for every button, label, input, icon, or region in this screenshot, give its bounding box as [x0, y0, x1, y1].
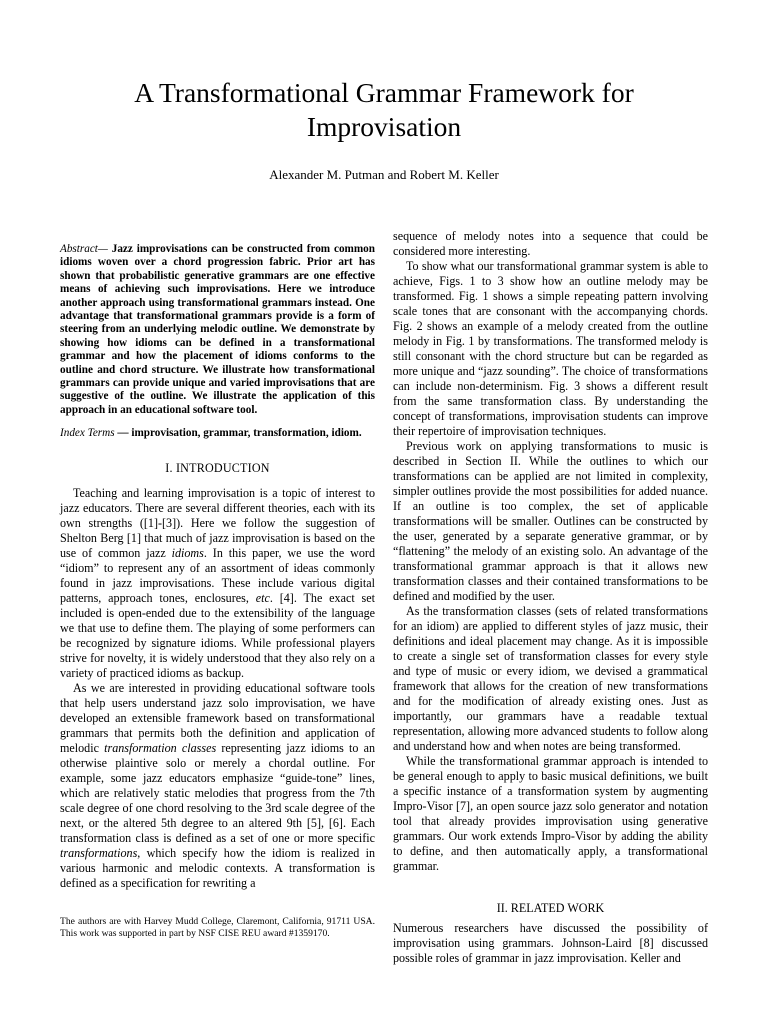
- intro-paragraph-1: [60, 486, 375, 681]
- paper-authors: Alexander M. Putman and Robert M. Keller: [269, 167, 499, 182]
- related-work-paragraph-1: Numerous researchers have discussed the possibility of improvisation using grammars. Johnson-Laird [8] discussed possible roles of grammar in jazz improvisation. Keller and: [393, 921, 708, 965]
- index-terms-text: — improvisation, grammar, transformation, idiom.: [114, 427, 362, 440]
- abstract: [60, 243, 375, 417]
- emphasis-run: transformation classes: [104, 740, 217, 755]
- index-terms-lead: Index Terms: [60, 427, 115, 440]
- intro-paragraph-2: [60, 681, 375, 891]
- text-run: . In this paper, we use the word “idiom” to represent any of an assortment of ideas commonly found in jazz improvisations. These include various digital patterns, approach tones, enclosures,: [60, 545, 375, 605]
- text-run: , which specify how the idiom is realized in various harmonic and melodic contexts. A transformation is defined as a specification for rewriting a: [60, 845, 375, 890]
- emphasis-run: etc: [255, 590, 270, 605]
- section-heading-related-work: II. RELATED WORK: [496, 901, 605, 915]
- right-paragraph-2: Previous work on applying transformations to music is described in Section II. While the outlines to which our transformations can be applied are not limited in complexity, simpler outlines provide the most possibilities for added nuance. If an outline is too complex, the set of applicable transformations will be smaller. Outlines can be constructed by the user, generated by a separate generative grammar, or by “flattening” the melody of an existing solo. An advantage of the transformational grammar approach is that it allows new transformation classes and their contained transformations to be defined and modified by the user.: [393, 439, 708, 603]
- footnote: The authors are with Harvey Mudd College, Claremont, California, 91711 USA. This work was supported in part by NSF CISE REU award #1359170.: [60, 916, 375, 939]
- section-heading-introduction: I. INTRODUCTION: [165, 460, 270, 475]
- emphasis-run: idioms: [171, 545, 204, 560]
- right-paragraph-3: As the transformation classes (sets of related transformations for an idiom) are applied to different styles of jazz music, their definitions and ideal placement may change. As it is impossible to create a single set of transformation classes for every style and type of music or every idiom, we devised a grammatical framework that allows for the creation of new transformations and for the modification of already existing ones. Just as importantly, our grammars have a readable textual representation, allowing more advanced students to follow along and understand how and when notes are being transformed.: [393, 604, 708, 753]
- text-run: representing jazz idioms to an otherwise plaintive solo or merely a chordal outline. For example, some jazz educators emphasize “guide-tone” lines, which are relatively static melodies that progress from the 7th scale degree of one chord resolving to the 3rd scale degree of the next, or the altered 5th degree to an altered 9th [5], [6]. Each transformation class is defined as a set of one or more specific: [60, 740, 375, 845]
- emphasis-run: transformations: [60, 845, 138, 860]
- text-run: . [4]. The exact set included is open-ended due to the extensibility of the language we that use to define them. The playing of some performers can be recognized by signature idioms. While professional players strive for novelty, it is widely understood that they also rely on a variety of practiced idioms as backup.: [60, 590, 375, 680]
- abstract-text: Jazz improvisations can be constructed from common idioms woven over a chord progression fabric. Prior art has shown that probabilistic generative grammars are one effective means of achieving such improvisations. Here we introduce another approach using transformational grammars instead. One advantage that transformational grammars provide is a form of steering from an underlying melodic outline. We demonstrate by showing how idioms can be defined in a transformational grammar and how the placement of idioms conforms to the outline and chord structure. We illustrate how transformational grammars can provide unique and varied improvisations that are suggestive of the outline. We illustrate the application of this approach in an educational software tool.: [60, 243, 375, 416]
- text-run: Teaching and learning improvisation is a topic of interest to jazz educators. There are several different theories, each with its own strengths ([1]-[3]). Here we follow the suggestion of Shelton Berg [1] that much of jazz improvisation is based on the use of common jazz: [60, 485, 375, 560]
- paper-title: A Transformational Grammar Framework for Improvisation: [134, 77, 634, 142]
- right-paragraph-1: To show what our transformational grammar system is able to achieve, Figs. 1 to 3 show how an outline melody may be transformed. Fig. 1 shows a simple repeating pattern involving scale tones that are consonant with the accompanying chords. Fig. 2 shows an example of a melody created from the outline melody in Fig. 1 by transformations. The transformed melody is still consonant with the chord structure but can be regarded as more unique and “jazz sounding”. The choice of transformations can include non-determinism. Fig. 3 shows a different result from the same transformation class. By understanding the concept of transformations, improvisation students can improve their repertoire of improvisation techniques.: [393, 259, 708, 438]
- index-terms: [60, 427, 375, 440]
- right-column: [393, 229, 708, 966]
- right-paragraph-continuation: sequence of melody notes into a sequence that could be considered more interesting.: [393, 229, 708, 258]
- left-column: [60, 243, 375, 891]
- text-run: As we are interested in providing educational software tools that help users understand jazz solo improvisation, we have developed an extensible framework based on transformational grammars that permits both the definition and application of melodic: [60, 680, 375, 755]
- right-paragraph-4: While the transformational grammar approach is intended to be general enough to apply to basic musical definitions, we built a specific instance of a transformation system by augmenting Impro-Visor [7], an open source jazz solo generator and notation tool that already provides improvisation using generative grammars. Our work extends Impro-Visor by adding the ability to define, and then automatically apply, a transformational grammar.: [393, 754, 708, 873]
- abstract-lead: Abstract—: [60, 243, 108, 255]
